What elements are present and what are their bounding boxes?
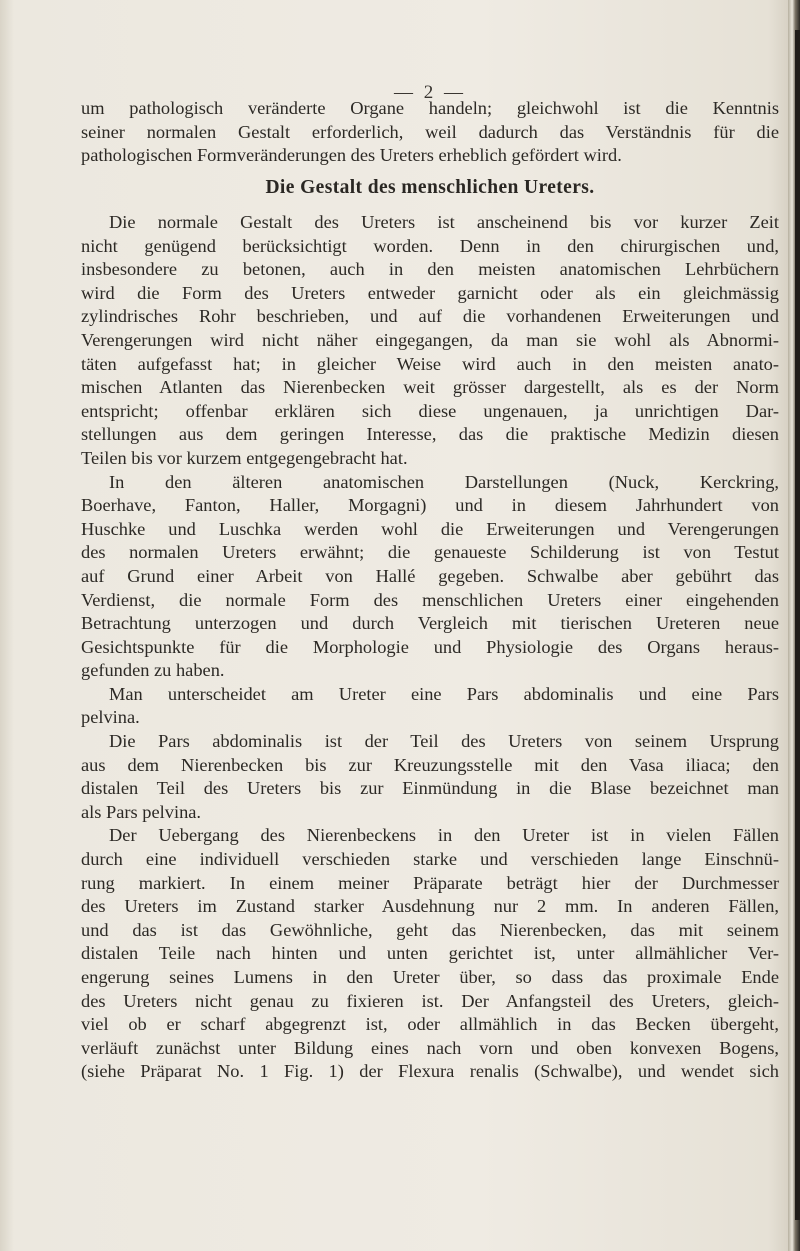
text-line: viel ob er scharf abgegrenzt ist, oder allmählich in das Becken übergeht, (81, 1014, 779, 1035)
text-line: aus dem Nierenbecken bis zur Kreuzungsstelle mit den Vasa iliaca; den (81, 754, 779, 775)
text-line: distalen Teil des Ureters bis zur Einmündung in die Blase bezeichnet man (81, 778, 779, 799)
text-line: rung markiert. In einem meiner Präparate beträgt hier der Durchmesser (81, 872, 779, 893)
section-heading: Die Gestalt des menschlichen Ureters. (265, 177, 595, 198)
body-text (81, 211, 779, 1084)
text-line: und das ist das Gewöhnliche, geht das Nierenbecken, das mit seinem (81, 919, 779, 940)
book-spine-shadow (795, 30, 800, 1220)
page-number: — 2 — (394, 82, 466, 103)
text-line: engerung seines Lumens in den Ureter über, so dass das proximale Ende (81, 967, 779, 987)
text-line: nicht genügend berücksichtigt worden. Denn in den chirurgischen und, (81, 235, 779, 256)
text-line: wird die Form des Ureters entweder garnicht oder als ein gleichmässig (81, 282, 779, 303)
text-line: als Pars pelvina. (81, 801, 202, 822)
text-line: pathologischen Formveränderungen des Ureters erheblich gefördert wird. (81, 145, 622, 166)
text-line: um pathologisch veränderte Organe handeln; gleichwohl ist die Kenntnis (81, 98, 779, 118)
text-line: distalen Teile nach hinten und unten gerichtet ist, unter allmählicher Ver- (81, 943, 779, 964)
text-line: In den älteren anatomischen Darstellungen (Nuck, Kerckring, (109, 471, 779, 492)
text-line: mischen Atlanten das Nierenbecken weit grösser dargestellt, als es der Norm (81, 377, 779, 398)
text-line: Teilen bis vor kurzem entgegengebracht hat. (81, 447, 408, 468)
text-line: Der Uebergang des Nierenbeckens in den Ureter ist in vielen Fällen (109, 825, 779, 846)
text-line: zylindrisches Rohr beschrieben, und auf die vorhandenen Erweiterungen und (81, 306, 779, 327)
text-line: gefunden zu haben. (81, 660, 225, 681)
text-line: Verengerungen wird nicht näher eingegangen, da man sie wohl als Abnormi- (81, 329, 779, 350)
text-line: seiner normalen Gestalt erforderlich, weil dadurch das Verständnis für die (81, 121, 779, 142)
text-line: Die Pars abdominalis ist der Teil des Ureters von seinem Ursprung (109, 731, 779, 752)
text-line: täten aufgefasst hat; in gleicher Weise wird auch in den meisten anato- (81, 353, 779, 374)
text-line: Man unterscheidet am Ureter eine Pars abdominalis und eine Pars (109, 683, 779, 704)
text-line: Verdienst, die normale Form des menschlichen Ureters einer eingehenden (81, 589, 779, 610)
text-line: des normalen Ureters erwähnt; die genaueste Schilderung ist von Testut (81, 542, 779, 563)
text-line: stellungen aus dem geringen Interesse, das die praktische Medizin diesen (81, 424, 779, 445)
text-line: verläuft zunächst unter Bildung eines nach vorn und oben konvexen Bogens, (81, 1037, 779, 1058)
text-line: Die normale Gestalt des Ureters ist anscheinend bis vor kurzer Zeit (109, 212, 779, 232)
text-line: (siehe Präparat No. 1 Fig. 1) der Flexura renalis (Schwalbe), und wendet sich (81, 1061, 779, 1082)
text-line: entspricht; offenbar erklären sich diese ungenauen, ja unrichtigen Dar- (81, 400, 779, 421)
text-line: insbesondere zu betonen, auch in den meisten anatomischen Lehrbüchern (81, 259, 779, 280)
intro-paragraph (81, 97, 779, 168)
text-line: pelvina. (81, 707, 140, 728)
text-line: des Ureters nicht genau zu fixieren ist. Der Anfangsteil des Ureters, gleich- (81, 990, 779, 1011)
text-line: des Ureters im Zustand starker Ausdehnung nur 2 mm. In anderen Fällen, (81, 896, 779, 917)
text-line: Betrachtung unterzogen und durch Vergleich mit tierischen Ureteren neue (81, 613, 779, 634)
text-line: durch eine individuell verschieden starke und verschieden lange Einschnü- (81, 849, 779, 870)
text-line: Boerhave, Fanton, Haller, Morgagni) und in diesem Jahrhundert von (81, 495, 779, 516)
text-line: auf Grund einer Arbeit von Hallé gegeben. Schwalbe aber gebührt das (81, 565, 779, 586)
text-line: Huschke und Luschka werden wohl die Erweiterungen und Verengerungen (81, 518, 779, 539)
text-line: Gesichtspunkte für die Morphologie und Physiologie des Organs heraus- (81, 636, 779, 657)
